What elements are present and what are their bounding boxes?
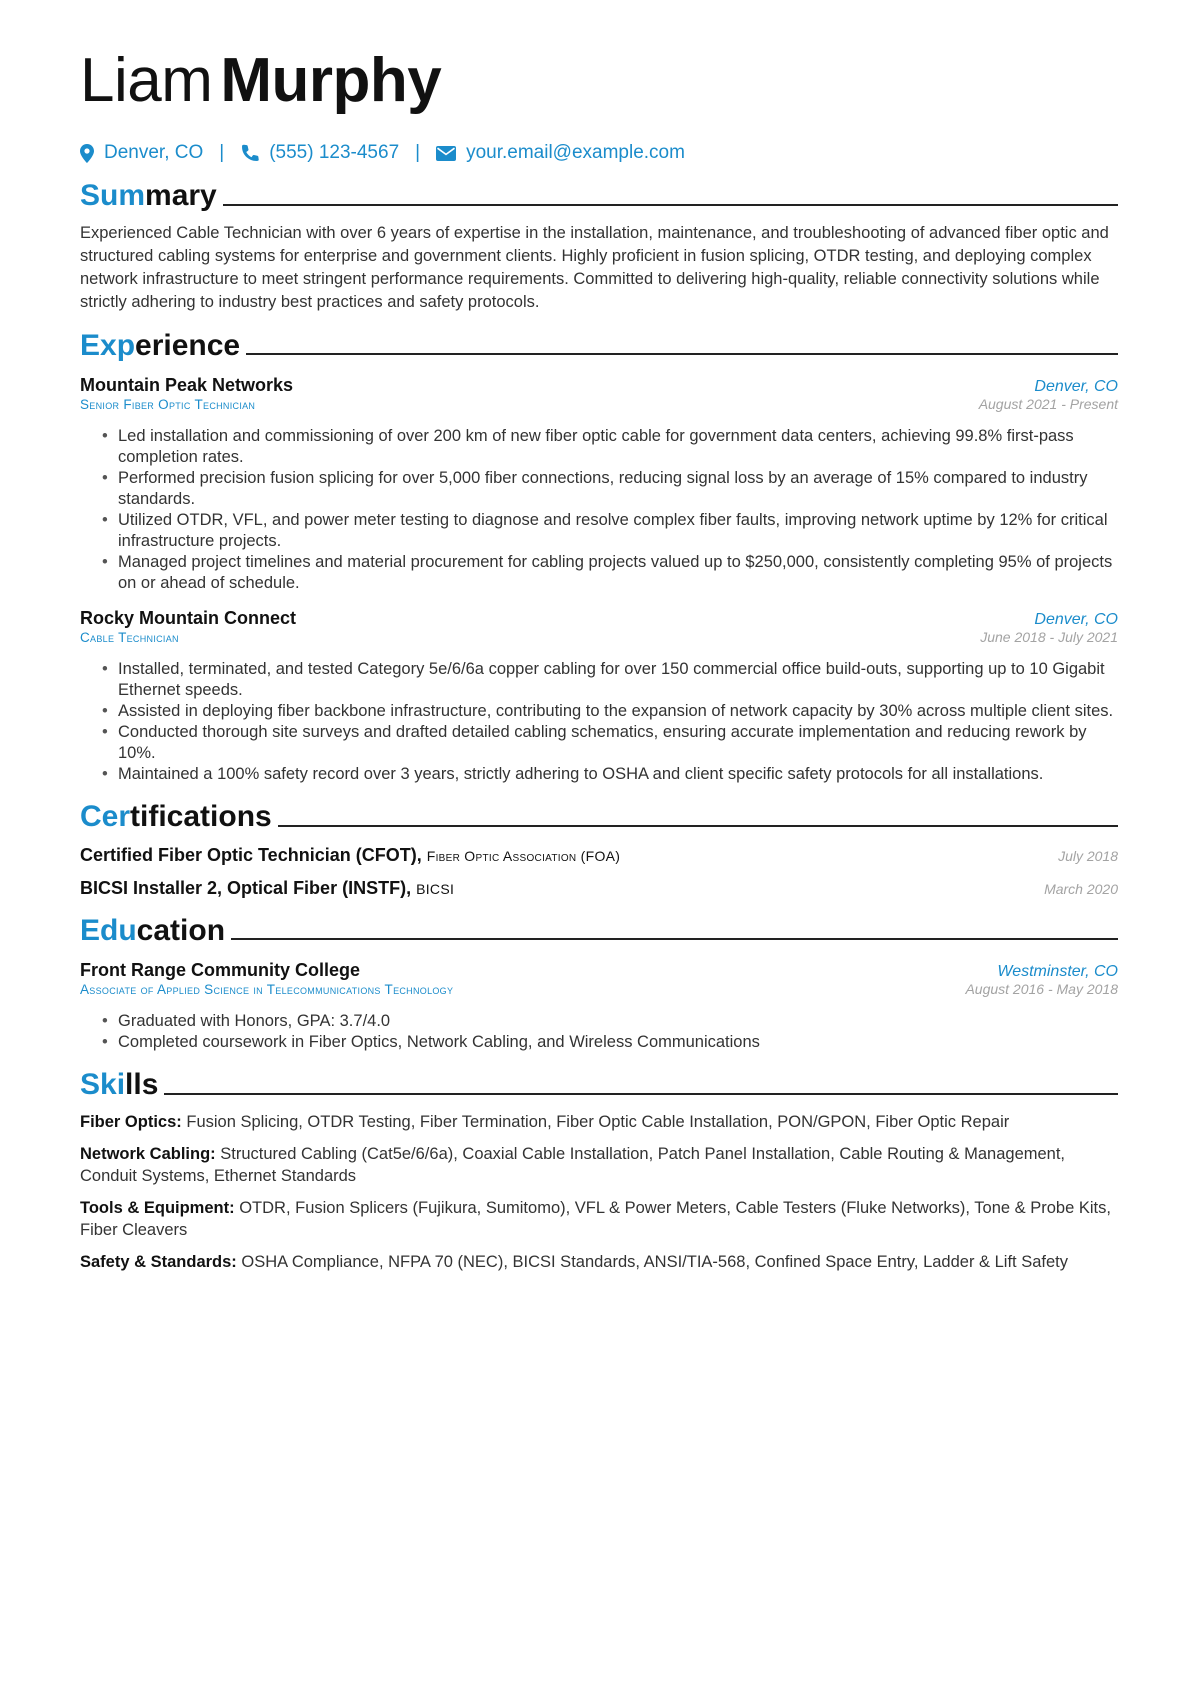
job-location: Denver, CO bbox=[1034, 378, 1118, 395]
contact-phone[interactable] bbox=[240, 142, 399, 164]
bullet-item: • Utilized OTDR, VFL, and power meter testing to diagnose and resolve complex fiber faults, improving network uptime by 12% for critical infrastructure projects. bbox=[118, 510, 1118, 552]
degree-name: Associate of Applied Science in Telecommunications Technology bbox=[80, 982, 454, 997]
section-rule bbox=[278, 825, 1118, 827]
job-bullets bbox=[80, 659, 1118, 785]
school-name: Front Range Community College bbox=[80, 960, 361, 980]
envelope-icon bbox=[436, 146, 456, 161]
skill-value: OSHA Compliance, NFPA 70 (NEC), BICSI Standards, ANSI/TIA-568, Confined Space Entry, Ladder & Lift Safety bbox=[241, 1252, 1068, 1271]
job-location: Denver, CO bbox=[1034, 611, 1118, 628]
certification-item: BICSI Installer 2, Optical Fiber (INSTF), BICSI March 2020 bbox=[80, 877, 1118, 898]
skill-value: Fusion Splicing, OTDR Testing, Fiber Termination, Fiber Optic Cable Installation, PON/GPON, Fiber Optic Repair bbox=[186, 1112, 1010, 1131]
section-title: Education bbox=[80, 913, 226, 947]
company-name: Mountain Peak Networks bbox=[80, 375, 294, 395]
certification-issuer: Fiber Optic Association (FOA) bbox=[426, 847, 621, 864]
contact-line bbox=[80, 142, 1118, 164]
certification-item: Certified Fiber Optic Technician (CFOT), Fiber Optic Association (FOA) July 2018 bbox=[80, 844, 1118, 865]
contact-email[interactable] bbox=[436, 142, 685, 164]
job-title: Cable Technician bbox=[80, 630, 179, 645]
skill-label: Fiber Optics: bbox=[80, 1112, 182, 1131]
skill-label: Tools & Equipment: bbox=[80, 1198, 235, 1217]
map-pin-icon bbox=[80, 144, 94, 163]
bullet-item: • Graduated with Honors, GPA: 3.7/4.0 bbox=[118, 1011, 1118, 1032]
job-entry bbox=[80, 375, 1118, 594]
contact-location bbox=[80, 142, 203, 164]
section-rule bbox=[231, 938, 1118, 940]
school-location: Westminster, CO bbox=[997, 963, 1118, 980]
contact-separator: | bbox=[415, 142, 421, 163]
company-name: Rocky Mountain Connect bbox=[80, 608, 297, 628]
skill-group bbox=[80, 1111, 1118, 1133]
skills-section-header bbox=[80, 1069, 1118, 1101]
skill-group bbox=[80, 1251, 1118, 1273]
skill-label: Network Cabling: bbox=[80, 1144, 216, 1163]
education-section-header bbox=[80, 915, 1118, 947]
certification-name: Certified Fiber Optic Technician (CFOT) bbox=[80, 844, 417, 865]
experience-section-header bbox=[80, 330, 1118, 362]
section-rule bbox=[223, 204, 1118, 206]
bullet-item: • Performed precision fusion splicing for over 5,000 fiber connections, reducing signal loss by an average of 15% compared to industry standards. bbox=[118, 468, 1118, 510]
bullet-item: • Managed project timelines and material procurement for cabling projects valued up to $250,000, consistently completing 95% of projects on or ahead of schedule. bbox=[118, 552, 1118, 594]
job-dates: August 2021 - Present bbox=[978, 396, 1118, 412]
candidate-name bbox=[80, 46, 1118, 115]
skill-group bbox=[80, 1143, 1118, 1187]
skill-group bbox=[80, 1197, 1118, 1241]
job-bullets bbox=[80, 426, 1118, 594]
phone-icon bbox=[240, 144, 259, 163]
certification-date: July 2018 bbox=[1058, 847, 1118, 864]
bullet-item: • Led installation and commissioning of over 200 km of new fiber optic cable for government data centers, achieving 99.8% first-pass completion rates. bbox=[118, 426, 1118, 468]
section-title: Summary bbox=[80, 179, 217, 212]
education-dates: August 2016 - May 2018 bbox=[965, 981, 1118, 997]
certification-issuer: BICSI bbox=[416, 880, 455, 897]
phone-text: (555) 123-4567 bbox=[269, 142, 400, 163]
summary-section-header bbox=[80, 180, 1118, 212]
job-dates: June 2018 - July 2021 bbox=[980, 629, 1118, 645]
certification-name: BICSI Installer 2, Optical Fiber (INSTF) bbox=[80, 877, 407, 898]
section-rule bbox=[246, 353, 1118, 355]
contact-separator: | bbox=[219, 142, 225, 163]
bullet-item: • Conducted thorough site surveys and drafted detailed cabling schematics, ensuring accurate implementation and reducing rework by 10%. bbox=[118, 722, 1118, 764]
section-rule bbox=[164, 1093, 1118, 1095]
last-name: Murphy bbox=[220, 46, 442, 115]
certifications-section-header bbox=[80, 801, 1118, 833]
skill-label: Safety & Standards: bbox=[80, 1252, 237, 1271]
certification-date: March 2020 bbox=[1044, 880, 1118, 897]
bullet-item: • Installed, terminated, and tested Category 5e/6/6a copper cabling for over 150 commercial office build-outs, supporting up to 10 Gigabit Ethernet speeds. bbox=[118, 659, 1118, 701]
section-title: Certifications bbox=[80, 800, 272, 833]
first-name: Liam bbox=[80, 46, 213, 115]
skill-value: Structured Cabling (Cat5e/6/6a), Coaxial Cable Installation, Patch Panel Installation, Cable Routing & Management, Conduit Systems, Ethernet Standards bbox=[80, 1144, 1066, 1185]
email-text: your.email@example.com bbox=[466, 142, 685, 163]
bullet-item: • Assisted in deploying fiber backbone infrastructure, contributing to the expansion of network capacity by 30% across multiple client sites. bbox=[118, 701, 1118, 722]
job-entry bbox=[80, 608, 1118, 785]
education-bullets bbox=[80, 1011, 1118, 1053]
bullet-item: • Completed coursework in Fiber Optics, Network Cabling, and Wireless Communications bbox=[118, 1032, 1118, 1053]
section-title: Skills bbox=[80, 1068, 159, 1101]
skill-value: OTDR, Fusion Splicers (Fujikura, Sumitomo), VFL & Power Meters, Cable Testers (Fluke Networks), Tone & Probe Kits, Fiber Cleavers bbox=[80, 1198, 1111, 1239]
section-title: Experience bbox=[80, 328, 241, 362]
summary-text: Experienced Cable Technician with over 6 years of expertise in the installation, maintenance, and troubleshooting of advanced fiber optic and structured cabling systems for enterprise and government clients. Highly proficient in fusion splicing, OTDR testing, and deploying complex network infrastructure to meet stringent performance requirements. Committed to delivering high-quality, reliable connectivity solutions while strictly adhering to industry best practices and safety protocols. bbox=[80, 223, 1109, 311]
bullet-item: • Maintained a 100% safety record over 3 years, strictly adhering to OSHA and client specific safety protocols for all installations. bbox=[118, 764, 1118, 785]
location-text: Denver, CO bbox=[104, 142, 204, 163]
job-title: Senior Fiber Optic Technician bbox=[80, 397, 256, 412]
education-entry bbox=[80, 960, 1118, 1053]
